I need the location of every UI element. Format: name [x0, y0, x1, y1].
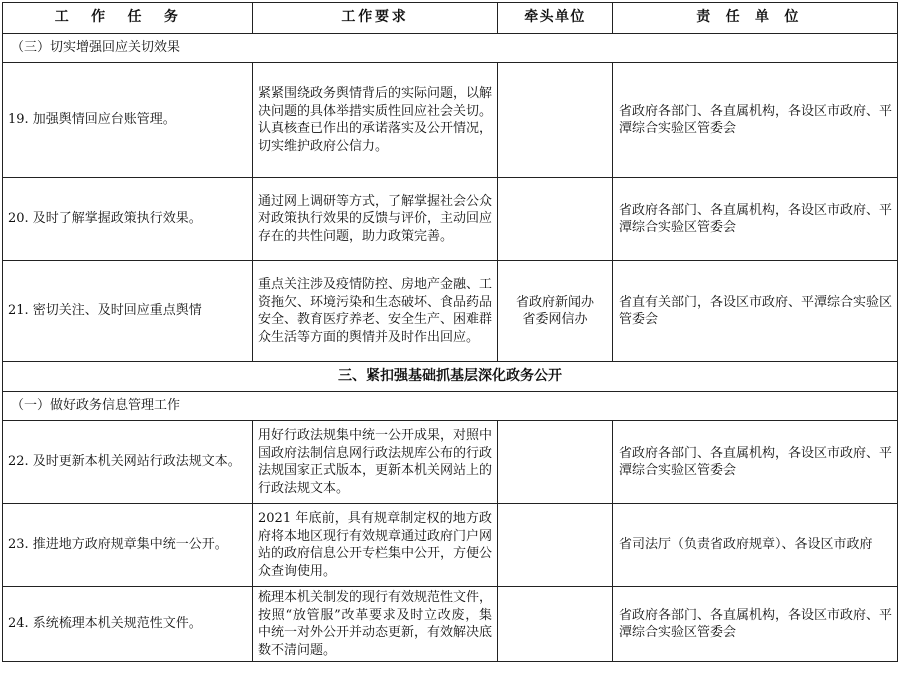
- task-cell: 19. 加强舆情回应台账管理。: [3, 63, 253, 178]
- section-title: （三）切实增强回应关切效果: [3, 34, 898, 63]
- task-cell: 21. 密切关注、及时回应重点舆情: [3, 261, 253, 362]
- section-row: [3, 34, 898, 63]
- lead-cell: [498, 504, 613, 587]
- responsible-cell: 省直有关部门，各设区市政府、平潭综合实验区管委会: [613, 261, 898, 362]
- header-task: 工作任务: [3, 3, 253, 34]
- responsible-cell: 省政府各部门、各直属机构，各设区市政府、平潭综合实验区管委会: [613, 63, 898, 178]
- part-title: 三、紧扣强基础抓基层深化政务公开: [3, 362, 898, 392]
- part-row: [3, 362, 898, 392]
- requirement-cell: 梳理本机关制发的现行有效规范性文件，按照“放管服”改革要求及时立改废，集中统一对外公开并动态更新，有效解决底数不清问题。: [253, 587, 498, 662]
- table-header-row: [3, 3, 898, 34]
- task-cell: 20. 及时了解掌握政策执行效果。: [3, 178, 253, 261]
- responsible-cell: 省政府各部门、各直属机构，各设区市政府、平潭综合实验区管委会: [613, 178, 898, 261]
- requirement-cell: 用好行政法规集中统一公开成果，对照中国政府法制信息网行政法规库公布的行政法规国家正式版本，更新本机关网站上的行政法规文本。: [253, 421, 498, 504]
- work-task-table: [2, 2, 898, 662]
- header-lead: 牵头单位: [498, 3, 613, 34]
- requirement-cell: 通过网上调研等方式，了解掌握社会公众对政策执行效果的反馈与评价，主动回应存在的共性问题，助力政策完善。: [253, 178, 498, 261]
- table-row: [3, 63, 898, 178]
- requirement-cell: 紧紧围绕政务舆情背后的实际问题，以解决问题的具体举措实质性回应社会关切。认真核查已作出的承诺落实及公开情况，切实维护政府公信力。: [253, 63, 498, 178]
- lead-cell: [498, 421, 613, 504]
- lead-cell: [498, 63, 613, 178]
- task-cell: 23. 推进地方政府规章集中统一公开。: [3, 504, 253, 587]
- lead-cell: 省政府新闻办 省委网信办: [498, 261, 613, 362]
- table-row: [3, 587, 898, 662]
- task-cell: 22. 及时更新本机关网站行政法规文本。: [3, 421, 253, 504]
- responsible-cell: 省政府各部门、各直属机构，各设区市政府、平潭综合实验区管委会: [613, 421, 898, 504]
- requirement-cell: 2021 年底前，具有规章制定权的地方政府将本地区现行有效规章通过政府门户网站的政府信息公开专栏集中公开，方便公众查询使用。: [253, 504, 498, 587]
- section-row: [3, 392, 898, 421]
- requirement-cell: 重点关注涉及疫情防控、房地产金融、工资拖欠、环境污染和生态破坏、食品药品安全、教育医疗养老、安全生产、困难群众生活等方面的舆情并及时作出回应。: [253, 261, 498, 362]
- header-requirement: 工作要求: [253, 3, 498, 34]
- section-title: （一）做好政务信息管理工作: [3, 392, 898, 421]
- table-row: [3, 178, 898, 261]
- header-responsible: 责任单位: [613, 3, 898, 34]
- task-cell: 24. 系统梳理本机关规范性文件。: [3, 587, 253, 662]
- lead-cell: [498, 178, 613, 261]
- responsible-cell: 省司法厅（负责省政府规章）、各设区市政府: [613, 504, 898, 587]
- table-row: [3, 421, 898, 504]
- responsible-cell: 省政府各部门、各直属机构，各设区市政府、平潭综合实验区管委会: [613, 587, 898, 662]
- table-row: [3, 261, 898, 362]
- lead-cell: [498, 587, 613, 662]
- table-row: [3, 504, 898, 587]
